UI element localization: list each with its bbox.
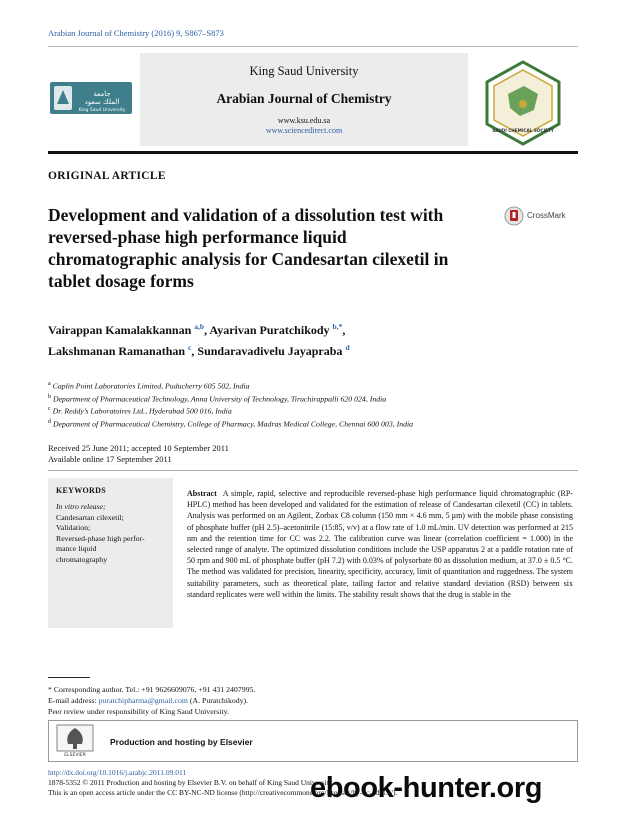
article-type: ORIGINAL ARTICLE [48,170,166,182]
abstract-text: A simple, rapid, selective and reproducible reversed-phase high performance liquid chromatographic (RP-HPLC) method has been developed and validated for the estimation of release of Candesartan cilexetil (CC) in tablets. Analysis was performed on an Agilent, Zorbax C8 column (150 mm × 4.6 mm, 5 μm) with the mobile phase consisting of phosphate buffer (pH 2.5)–acetonitrile (15:85, v/v) at a flow rate of 1.0 mL/min. UV detection was performed at 215 nm and the retention time for CC was 2.2. The calibration curve was linear (correlation coefficient = 1.000) in the selected range of analyte. The optimized dissolution conditions include the USP apparatus 2 at a paddle rotation rate of 50 rpm and 900 mL of phosphate buffer (pH 7.2) with 0.03% of polysorbate 80 as dissolution medium, at 37.0 ± 0.5 °C. The method was validated for precision, linearity, specificity, accuracy, limit of quantitation and ruggedness. The system suitability parameters, such as theoretical plate, tailing factor and relative standard deviation (RSD) between six standard replicates were well within the limits. The stability result shows that the drug is stable in the [187,489,573,599]
elsevier-logo-label: ELSEVIER [64,753,86,758]
affiliation-item: $^c$ Dr. Reddy’s Laboratoires Ltd., Hyderabad 500 016, India [48,406,232,416]
keywords-box [48,478,173,628]
affiliation-item: $^d$ Department of Pharmaceutical Chemistry, College of Pharmacy, Madras Medical College, Chennai 600 003, India [48,418,414,429]
crossmark-badge[interactable] [504,206,574,226]
keyword-item: Validation; [56,523,91,532]
keyword-item: Candesartan cilexetil; [56,512,124,522]
crossmark-icon [504,206,524,226]
ksu-logo-label: King Saud University [78,108,126,113]
affiliation-item: $^a$ Caplin Point Laboratories Limited, Puducherry 605 502, India [48,381,250,391]
journal-name: Arabian Journal of Chemistry [216,91,392,106]
author: Vairappan Kamalakkannan $^{a,b}$, [48,322,210,337]
keyword-item: Reversed-phase high perfor- [56,533,145,543]
crossmark-label: CrossMark [527,211,566,220]
elsevier-logo [56,724,94,758]
footnote-rule [48,677,90,678]
header-rule [48,151,578,154]
journal-reference[interactable]: Arabian Journal of Chemistry (2016) 9, S867–S873 [48,28,224,38]
author: Lakshmanan Ramanathan $^c$, [48,343,198,358]
journal-urls [140,116,468,136]
keyword-item: mance liquid [56,544,97,553]
keyword-item: In vitro release; [56,502,106,511]
abstract-label: Abstract [187,489,217,498]
doi-link[interactable]: http://dx.doi.org/10.1016/j.arabjc.2011.09.011 [48,768,187,777]
corresponding-author: * Corresponding author. Tel.: +91 9626609076, +91 431 2407995. [48,685,256,694]
saudi-chemical-society-logo [480,60,566,146]
article-title: Development and validation of a dissolution test with reversed-phase high performance liquid chromatographic analysis for Candesartan cilexetil in tablet dosage forms [48,205,449,291]
king-saud-university-logo [48,60,134,130]
abstract [187,488,573,600]
email-line: E-mail address: puratchipharma@gmail.com (A. Puratchikody). [48,696,249,705]
footnotes [48,684,498,717]
license: This is an open access article under the CC BY-NC-ND license (http://creativecommons.org/licenses/by-nc-nd/3.0/). [48,788,398,797]
copyright: 1878-5352 © 2011 Production and hosting by Elsevier B.V. on behalf of King Saud University. [48,778,334,787]
author: Sundaravadivelu Jayapraba $^d$ [197,343,350,358]
available-date: Available online 17 September 2011 [48,454,172,464]
peer-review-note: Peer review under responsibility of King Saud University. [48,707,229,716]
email-link[interactable]: puratchipharma@gmail.com [98,696,188,705]
affiliation-item: $^b$ Department of Pharmaceutical Technology, Anna University of Technology, Tiruchirappalli 620 024, India [48,393,387,404]
article-dates [48,443,229,465]
keyword-item: chromatography [56,554,108,564]
received-date: Received 25 June 2011; accepted 10 September 2011 [48,443,229,453]
ssc-logo-label: SAUDI CHEMICAL SOCIETY [492,128,554,133]
publisher-text: Production and hosting by Elsevier [110,737,253,747]
sciencedirect-url[interactable]: www.sciencedirect.com [265,126,343,135]
dates-divider [48,470,578,471]
university-name: King Saud University [249,64,359,78]
affiliations [48,379,578,429]
ksu-url[interactable]: www.ksu.edu.sa [277,116,331,125]
top-divider [48,46,578,47]
author-list [48,318,568,360]
svg-text:الملك سعود: الملك سعود [84,98,120,106]
watermark: ebook-hunter.org [310,772,543,804]
svg-text:جامعة: جامعة [93,90,111,98]
keywords-heading: KEYWORDS [56,486,106,495]
author: Ayarivan Puratchikody $^{b,*}$, [209,322,346,337]
